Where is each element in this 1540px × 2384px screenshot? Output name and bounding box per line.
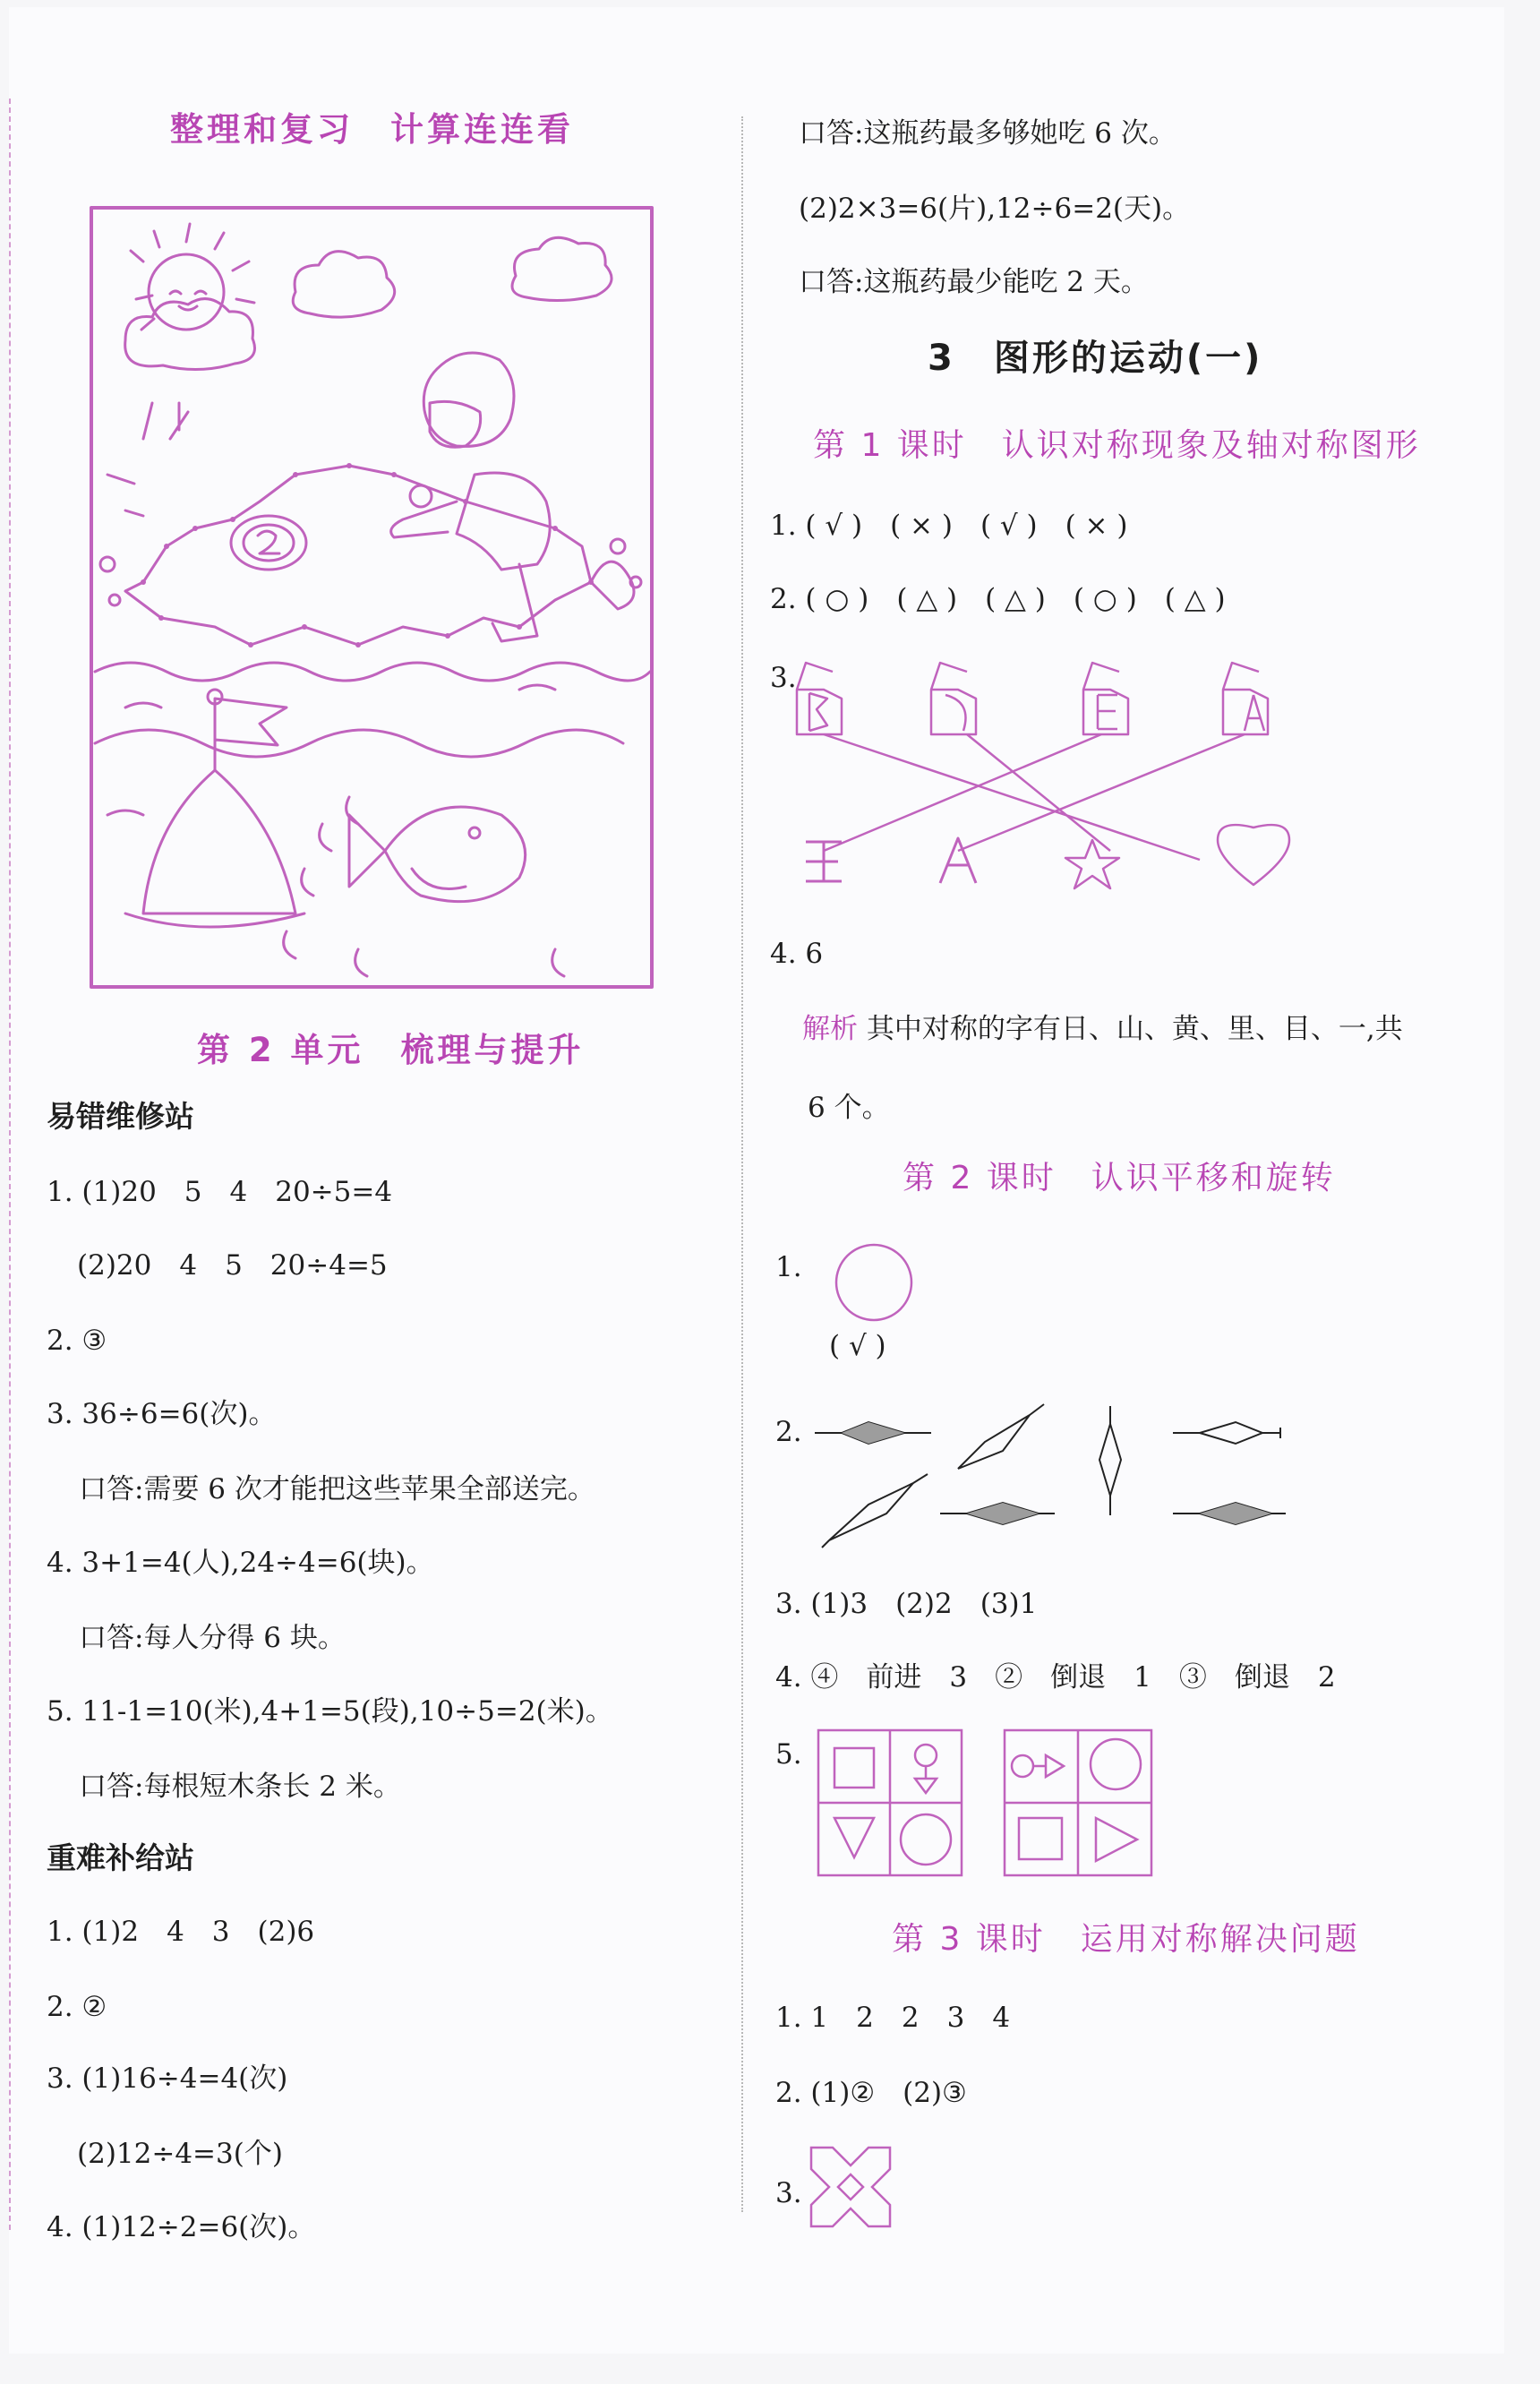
answer-m3: 3. (1)16÷4=4(次) [47,2062,288,2095]
answer-s1: 1. 1 2 2 3 4 [775,2002,1011,2034]
answer-l1: 1. (1)20 5 4 20÷5=4 [47,1176,393,1208]
circle-figure [833,1241,917,1325]
answer-l5: 5. 11-1=10(米),4+1=5(段),10÷5=2(米)。 [47,1695,613,1728]
answer-p5-label: 5. [775,1738,802,1771]
heading-error-repair: 易错维修站 [47,1099,194,1134]
answer-l2: 2. ③ [47,1325,107,1357]
analysis-text-2: 6 个。 [808,1092,890,1124]
answer-m1: 1. (1)2 4 3 (2)6 [47,1916,315,1948]
answer-q2: 2. ( ○ ) ( △ ) ( △ ) ( ○ ) ( △ ) [770,583,1226,615]
section-title-calc: 整理和复习 计算连连看 [170,110,574,149]
answer-p1-label: 1. [775,1251,802,1283]
heading-difficult: 重难补给站 [47,1840,194,1875]
answer-q3-label: 3. [770,662,797,694]
fish-rotation-figure [815,1397,1298,1558]
answer-p3: 3. (1)3 (2)2 (3)1 [775,1588,1038,1620]
answer-l4b: 口答:每人分得 6 块。 [79,1622,346,1654]
symmetry-matching-figure [788,654,1307,896]
answer-l3: 3. 36÷6=6(次)。 [47,1398,277,1430]
analysis-line [802,1013,1403,1045]
answer-p1b: ( √ ) [829,1330,886,1362]
answer-l1b: (2)20 4 5 20÷4=5 [77,1249,388,1282]
analysis-text: 其中对称的字有日、山、黄、里、目、一,共 [866,1013,1403,1045]
answer-r1: (2)2×3=6(片),12÷6=2(天)。 [799,193,1191,225]
lesson-2-title: 第 2 课时 认识平移和旋转 [903,1160,1336,1196]
answer-m4: 4. (1)12÷2=6(次)。 [47,2211,316,2243]
answer-q4: 4. 6 [770,938,824,970]
answer-p4: 4. ④ 前进 3 ② 倒退 1 ③ 倒退 2 [775,1661,1336,1694]
connect-dots-picture [90,206,663,990]
answer-l3b: 口答:需要 6 次才能把这些苹果全部送完。 [79,1473,595,1505]
grid-shapes-figure [817,1728,1160,1881]
lesson-3-title: 第 3 课时 运用对称解决问题 [892,1921,1360,1958]
chapter-title: 3 图形的运动(一) [928,338,1263,379]
answer-m2: 2. ② [47,1991,107,2023]
left-trim-line [9,99,11,2230]
unit-2-title: 第 2 单元 梳理与提升 [197,1031,585,1069]
column-divider [741,116,743,2212]
answer-l4: 4. 3+1=4(人),24÷4=6(块)。 [47,1547,434,1579]
analysis-label: 解析 [802,1013,858,1045]
answer-r0: 口答:这瓶药最多够她吃 6 次。 [799,117,1176,150]
lesson-1-title: 第 1 课时 认识对称现象及轴对称图形 [813,427,1421,464]
answer-r2: 口答:这瓶药最少能吃 2 天。 [799,266,1149,298]
answer-q1: 1. ( √ ) ( × ) ( √ ) ( × ) [770,510,1128,542]
answer-s2: 2. (1)② (2)③ [775,2077,967,2109]
answer-p2-label: 2. [775,1416,802,1448]
answer-m3b: (2)12÷4=3(个) [77,2138,283,2170]
answer-s3-label: 3. [775,2177,802,2209]
symmetric-shape-figure [806,2142,895,2232]
answer-l5b: 口答:每根短木条长 2 米。 [79,1771,401,1803]
